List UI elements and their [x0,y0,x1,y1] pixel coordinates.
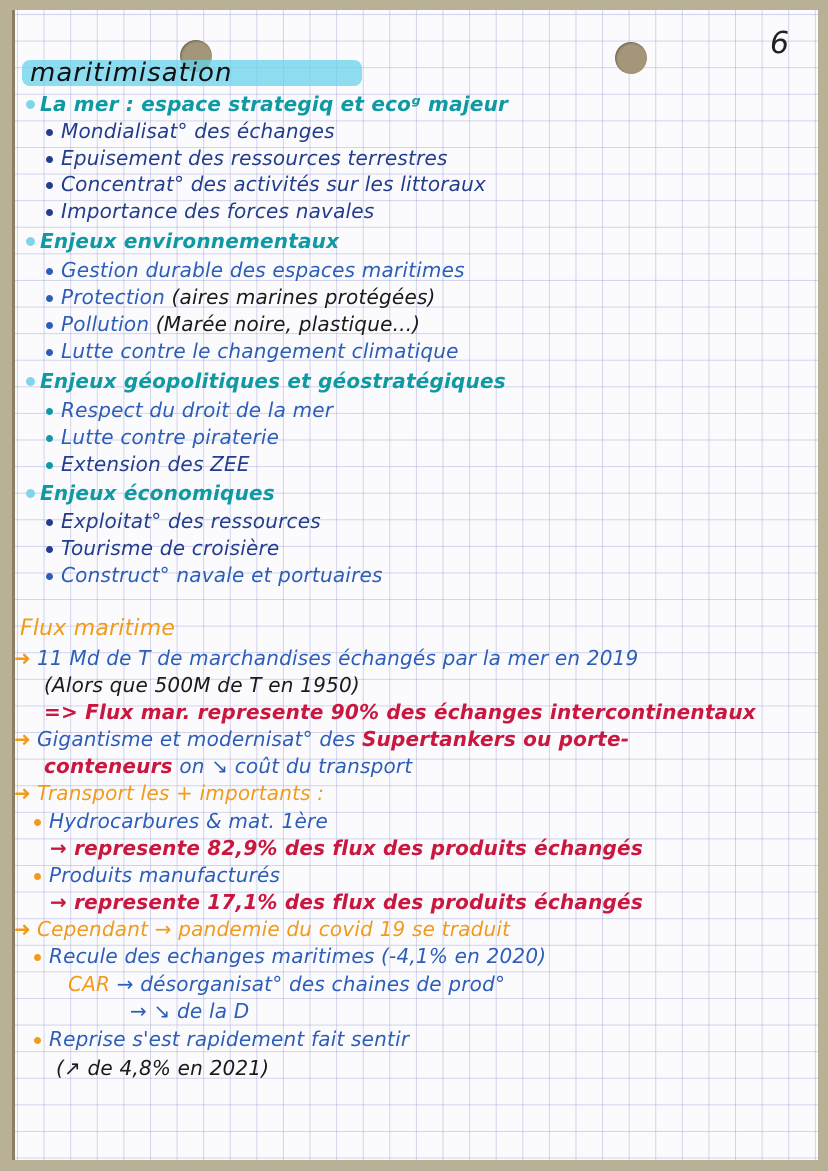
list-item: Concentrat° des activités sur les littoraux [46,172,486,196]
flux-line-gigantism: ➜ Gigantisme et modernisat° des Supertankers ou porte- [14,727,630,751]
bullet-icon [46,408,53,415]
bullet-icon [34,873,41,880]
section-heading-environment: Enjeux environnementaux [40,229,339,253]
arrow-right-icon: ➜ [14,727,31,751]
flux-line-covid: ➜ Cependant → pandemie du covid 19 se traduit [14,917,511,941]
flux-line-90-percent: => Flux mar. represente 90% des échanges intercontinentaux [44,700,756,724]
list-item: Importance des forces navales [46,199,374,223]
list-item-decline: Recule des echanges maritimes (-4,1% en 2020) [34,944,546,968]
list-item-recovery: Reprise s'est rapidement fait sentir [34,1027,409,1051]
flux-line-cost: conteneurs on ↘ coût du transport [44,754,413,778]
car-reason-demand: → ↘ de la D [130,999,250,1023]
bullet-icon [46,129,53,136]
list-item: Gestion durable des espaces maritimes [46,258,465,282]
section-heading-geopolitics: Enjeux géopolitiques et géostratégiques [40,369,506,393]
stat-manufactured: → represente 17,1% des flux des produits échangés [50,890,643,914]
list-item: Extension des ZEE [46,452,250,476]
page-title: maritimisation [30,58,232,88]
list-item: Construct° navale et portuaires [46,563,383,587]
list-item: Lutte contre piraterie [46,425,279,449]
flux-line-volume: ➜ 11 Md de T de marchandises échangés par la mer en 2019 [14,646,639,670]
bullet-icon [46,209,53,216]
section-dot-icon [26,377,35,386]
list-item: Lutte contre le changement climatique [46,339,459,363]
bullet-icon [46,519,53,526]
list-item-hydrocarbons: Hydrocarbures & mat. 1ère [34,809,328,833]
page-number: 6 [770,26,790,61]
list-item: Respect du droit de la mer [46,398,333,422]
bullet-icon [46,295,53,302]
bullet-icon [46,322,53,329]
section-dot-icon [26,237,35,246]
bullet-icon [46,156,53,163]
bullet-icon [46,268,53,275]
bullet-icon [46,573,53,580]
bullet-icon [46,462,53,469]
arrow-right-icon: ➜ [14,781,31,805]
bullet-icon [34,819,41,826]
stat-hydrocarbons: → represente 82,9% des flux des produits échangés [50,836,643,860]
bullet-icon [46,435,53,442]
list-item: Tourisme de croisière [46,536,279,560]
section-dot-icon [26,100,35,109]
list-item: Mondialisat° des échanges [46,119,335,143]
flux-line-1950: (Alors que 500M de T en 1950) [44,673,360,697]
section-dot-icon [26,489,35,498]
flux-line-transport: ➜ Transport les + importants : [14,781,325,805]
car-reason-line: CAR → désorganisat° des chaines de prod° [68,972,506,996]
arrow-right-icon: ➜ [14,917,31,941]
bullet-icon [46,182,53,189]
section-heading-economy: Enjeux économiques [40,481,275,505]
bullet-icon [46,349,53,356]
section-heading-flux-maritime: Flux maritime [20,616,176,641]
list-item-manufactured: Produits manufacturés [34,863,280,887]
list-item: Protection (aires marines protégées) [46,285,436,309]
arrow-right-icon: ➜ [14,646,31,670]
stat-recovery: (↗ de 4,8% en 2021) [56,1056,270,1080]
list-item: Exploitat° des ressources [46,509,321,533]
bullet-icon [46,546,53,553]
bullet-icon [34,954,41,961]
list-item: Pollution (Marée noire, plastique...) [46,312,420,336]
section-heading-sea-strategic: La mer : espace strategiq et ecoᵍ majeur [40,92,508,116]
list-item: Epuisement des ressources terrestres [46,146,448,170]
punch-hole-right [615,42,647,74]
bullet-icon [34,1037,41,1044]
